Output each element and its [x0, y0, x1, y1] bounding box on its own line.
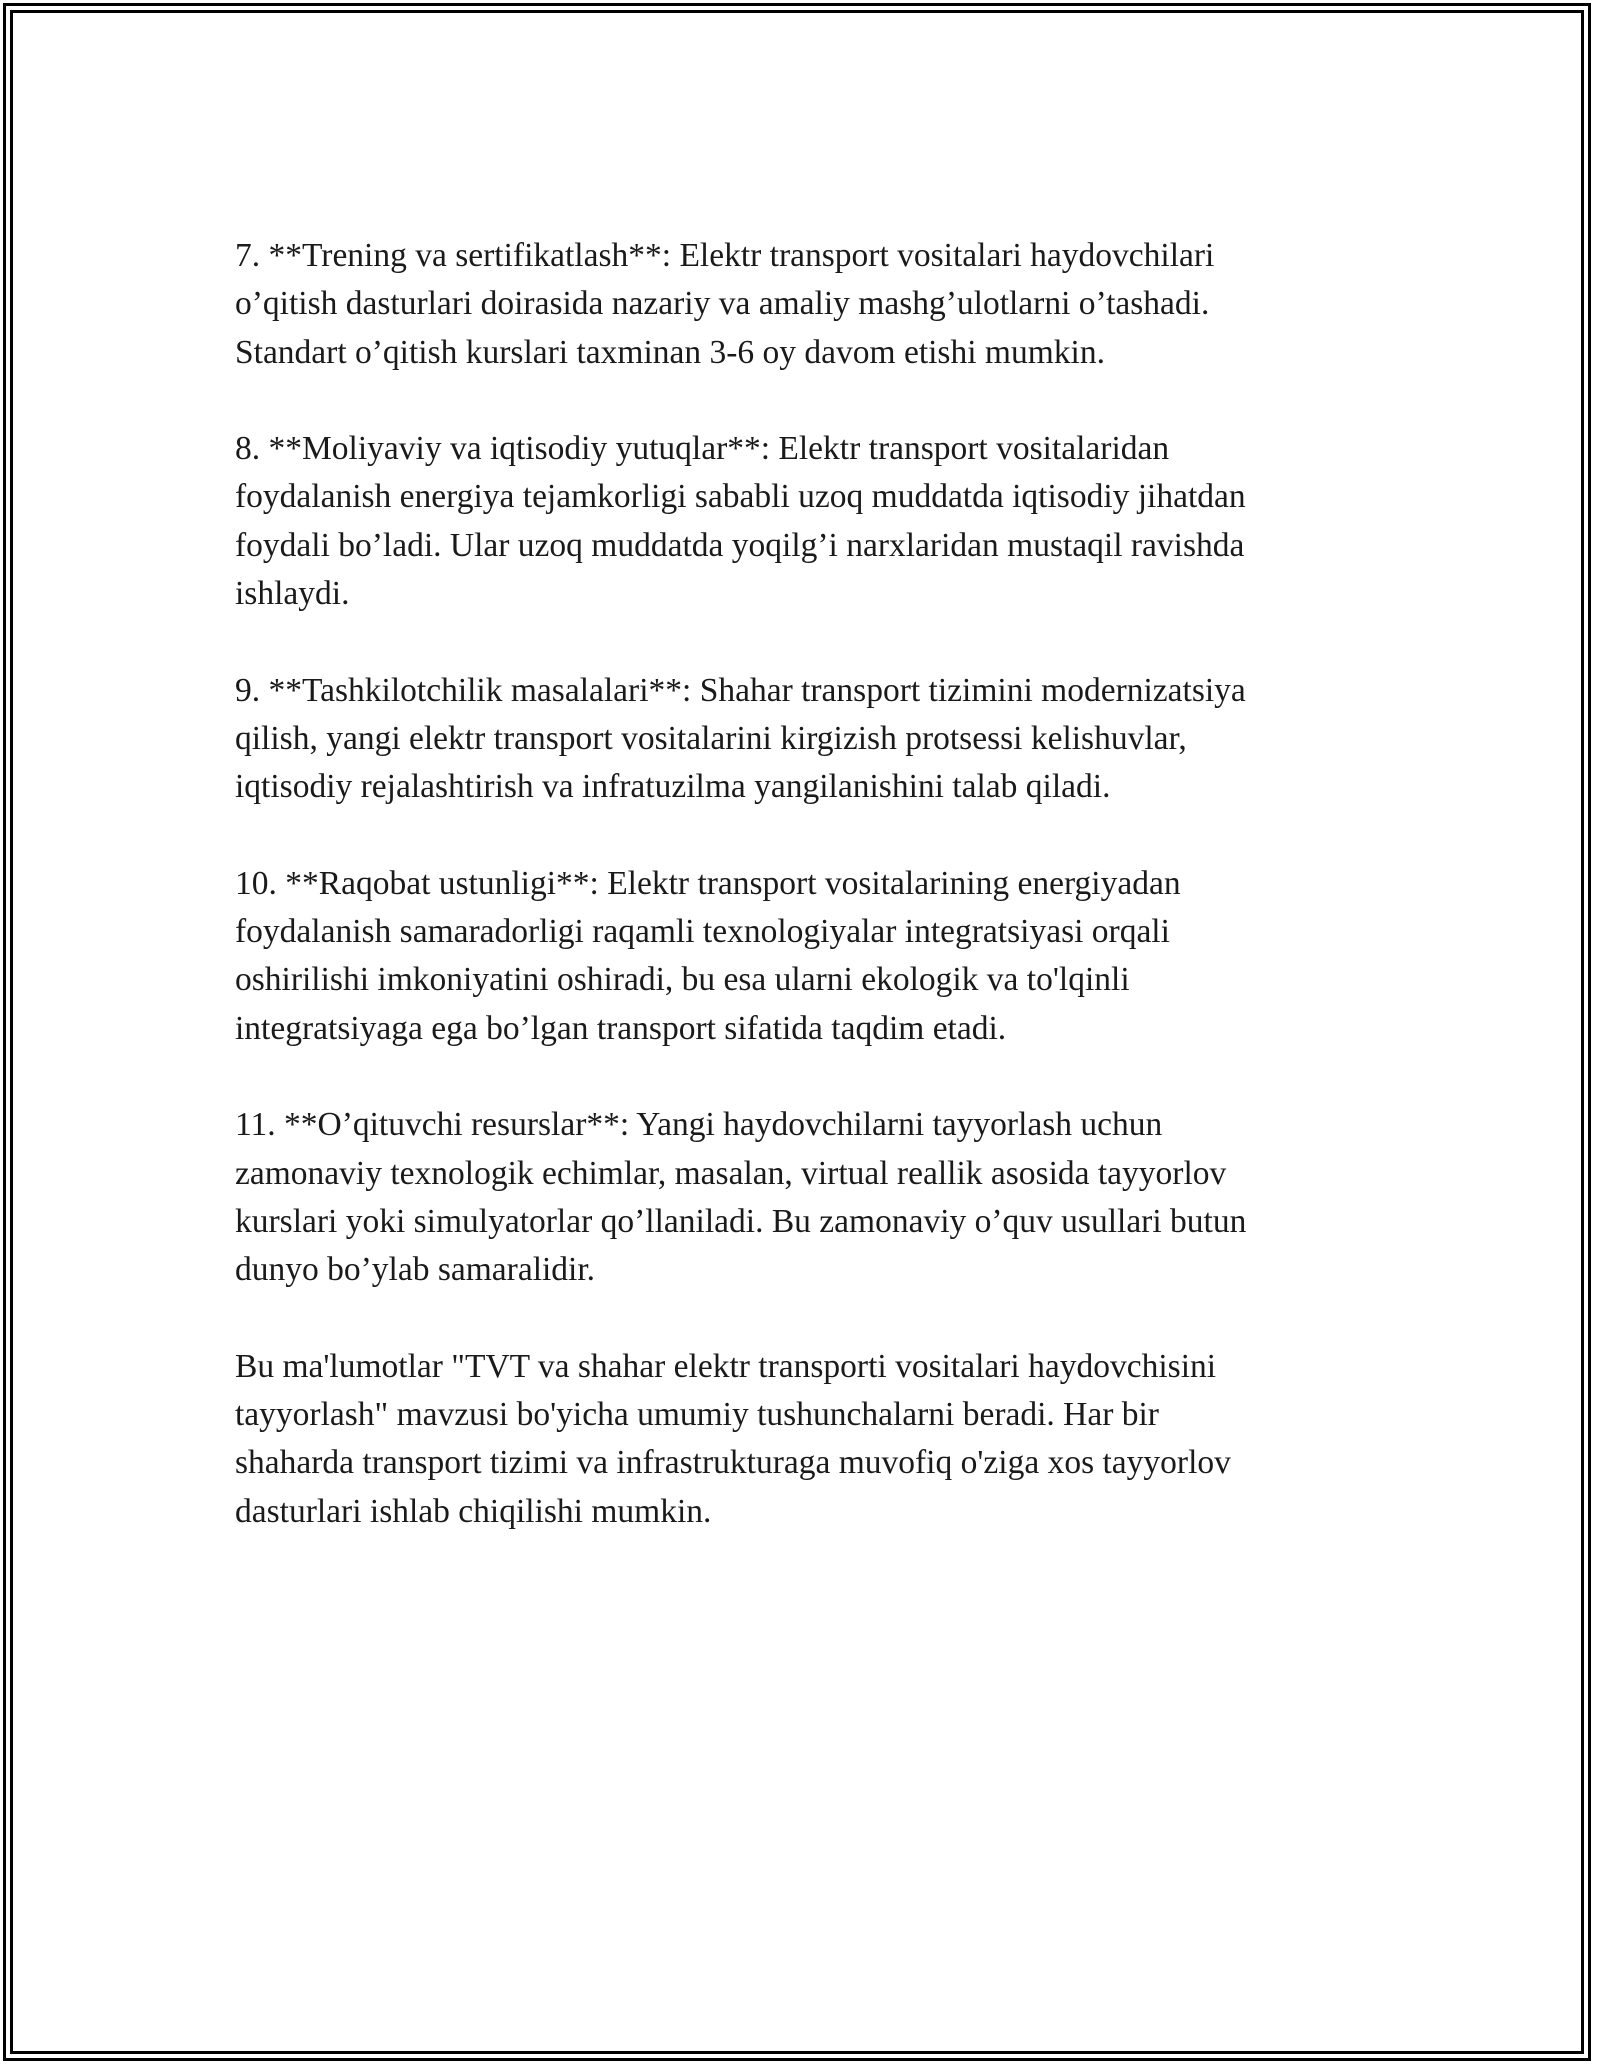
paragraph-competitive-advantage: 10. **Raqobat ustunligi**: Elektr transport vositalarining energiyadan foydalanish samaradorligi raqamli texnologiyalar integratsiyasi orqali oshirilishi imkoniyatini oshiradi, bu esa ularni ekologik va to'lqinli integratsiyaga ega bo’lgan transport sifatida taqdim etadi.: [235, 864, 1181, 1047]
paragraph-training-certification: 7. **Trening va sertifikatlash**: Elektr transport vositalari haydovchilari o’qitish dasturlari doirasida nazariy va amaliy mashg’ulotlarni o’tashadi. Standart o’qitish kurslari taxminan 3-6 oy davom etishi mumkin.: [235, 237, 1215, 371]
paragraph-teaching-resources: 11. **O’qituvchi resurslar**: Yangi haydovchilarni tayyorlash uchun zamonaviy texnologik echimlar, masalan, virtual reallik asosida tayyorlov kurslari yoki simulyatorlar qo’llaniladi. Bu zamonaviy o’quv usullari butun dunyo bo’ylab samaralidir.: [235, 1106, 1247, 1289]
document-body: [235, 232, 1365, 1584]
paragraph-conclusion: Bu ma'lumotlar "TVT va shahar elektr transporti vositalari haydovchisini tayyorlash" mavzusi bo'yicha umumiy tushunchalarni beradi. Har bir shaharda transport tizimi va infrastrukturaga muvofiq o'ziga xos tayyorlov dasturlari ishlab chiqilishi mumkin.: [235, 1347, 1231, 1530]
paragraph-organizational-issues: 9. **Tashkilotchilik masalalari**: Shahar transport tizimini modernizatsiya qilish, yangi elektr transport vositalarini kirgizish protsessi kelishuvlar, iqtisodiy rejalashtirish va infratuzilma yangilanishini talab qiladi.: [235, 671, 1246, 806]
paragraph-financial-economic: 8. **Moliyaviy va iqtisodiy yutuqlar**: Elektr transport vositalaridan foydalanish energiya tejamkorligi sababli uzoq muddatda iqtisodiy jihatdan foydali bo’ladi. Ular uzoq muddatda yoqilg’i narxlaridan mustaqil ravishda ishlaydi.: [235, 430, 1246, 613]
